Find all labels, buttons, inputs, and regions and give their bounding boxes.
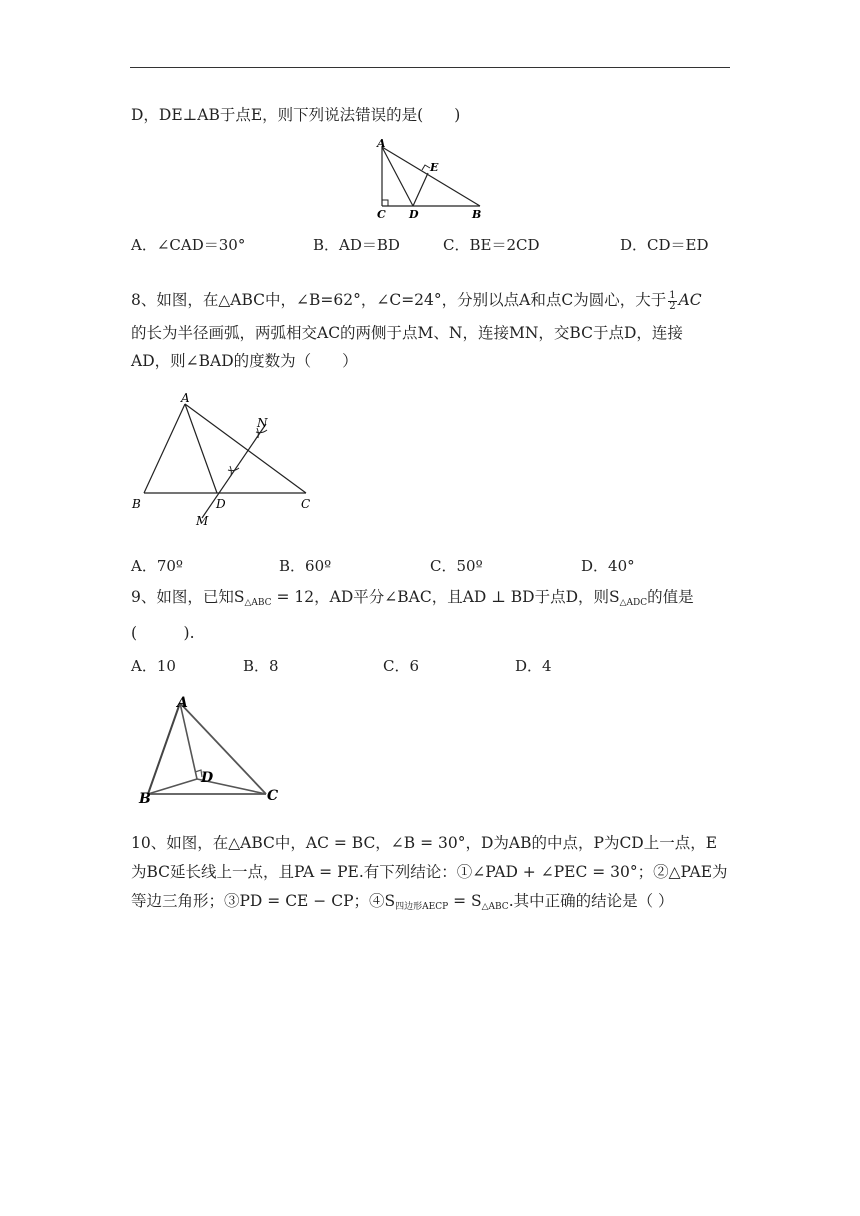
- q10-line3-c: .其中正确的结论是（ ）: [508, 892, 674, 910]
- q8-label-c: C: [301, 497, 311, 511]
- q8-option-c: C．50º: [430, 557, 483, 575]
- q7-option-c: C．BE＝2CD: [443, 236, 540, 254]
- q9-option-d: D．4: [515, 657, 552, 675]
- q10-line1: 10、如图，在△ABC中，AC = BC，∠B = 30°，D为AB的中点，P为CD上一点，E: [131, 834, 718, 852]
- q9-line1-c: 的值是: [647, 588, 694, 606]
- q9-label-a: A: [177, 695, 188, 711]
- q9-label-b: B: [139, 791, 151, 807]
- q8-line3: AD，则∠BAD的度数为（ ）: [131, 352, 358, 370]
- q8-option-a: A．70º: [131, 557, 183, 575]
- q10-sub2: △ABC: [481, 902, 509, 912]
- q10-line3-b: = S: [448, 892, 482, 910]
- q9-line1: [131, 586, 694, 614]
- q8-line1: [131, 289, 702, 312]
- q9-sub2: △ADC: [619, 598, 648, 608]
- q8-label-b: B: [132, 497, 141, 511]
- q9-option-a: A．10: [131, 657, 176, 675]
- header-rule: [130, 67, 730, 68]
- q10-sub1: 四边形AECP: [395, 902, 449, 912]
- q9-option-c: C．6: [383, 657, 420, 675]
- q8-option-d: D．40°: [581, 557, 635, 575]
- q7-label-d: D: [409, 208, 419, 221]
- q8-fraction: $\frac{1}{2}$: [669, 289, 676, 312]
- q8-label-m: M: [196, 514, 209, 528]
- q9-label-d: D: [201, 770, 214, 786]
- q9-sub1: △ABC: [244, 598, 272, 608]
- q7-label-b: B: [472, 208, 482, 221]
- q10-line3: [131, 890, 674, 918]
- q8-label-d: D: [216, 497, 226, 511]
- q9-option-b: B．8: [243, 657, 279, 675]
- q9-line1-a: 9、如图，已知S: [131, 588, 245, 606]
- q10-line3-a: 等边三角形；③PD = CE − CP；④S: [131, 892, 396, 910]
- q10-line2: 为BC延长线上一点，且PA = PE.有下列结论：①∠PAD + ∠PEC = 30°；②△PAE为: [131, 863, 728, 881]
- q7-figure: [368, 136, 493, 222]
- q7-option-d: D．CD＝ED: [620, 236, 709, 254]
- q7-option-b: B．AD＝BD: [313, 236, 400, 254]
- q7-label-c: C: [377, 208, 386, 221]
- q7-label-e: E: [430, 161, 439, 174]
- q7-label-a: A: [377, 137, 386, 150]
- q7-stem-end: D，DE⊥AB于点E，则下列说法错误的是( ): [131, 106, 461, 124]
- q8-option-b: B．60º: [279, 557, 332, 575]
- q8-label-n: N: [257, 416, 268, 430]
- q8-line1-text: 8、如图，在△ABC中，∠B=62°，∠C=24°，分别以点A和点C为圆心，大于: [131, 291, 667, 309]
- q8-line1-ac: AC: [678, 291, 702, 309]
- q9-line1-b: = 12，AD平分∠BAC，且AD ⊥ BD于点D，则S: [271, 588, 620, 606]
- q7-option-a: A．∠CAD＝30°: [131, 236, 246, 254]
- q8-figure: [128, 390, 328, 530]
- q8-line2: 的长为半径画弧，两弧相交AC的两侧于点M、N，连接MN，交BC于点D，连接: [131, 324, 683, 342]
- q9-label-c: C: [267, 788, 279, 804]
- q8-label-a: A: [181, 391, 190, 405]
- q9-line2: ( ).: [131, 624, 195, 642]
- q9-figure: [136, 690, 286, 810]
